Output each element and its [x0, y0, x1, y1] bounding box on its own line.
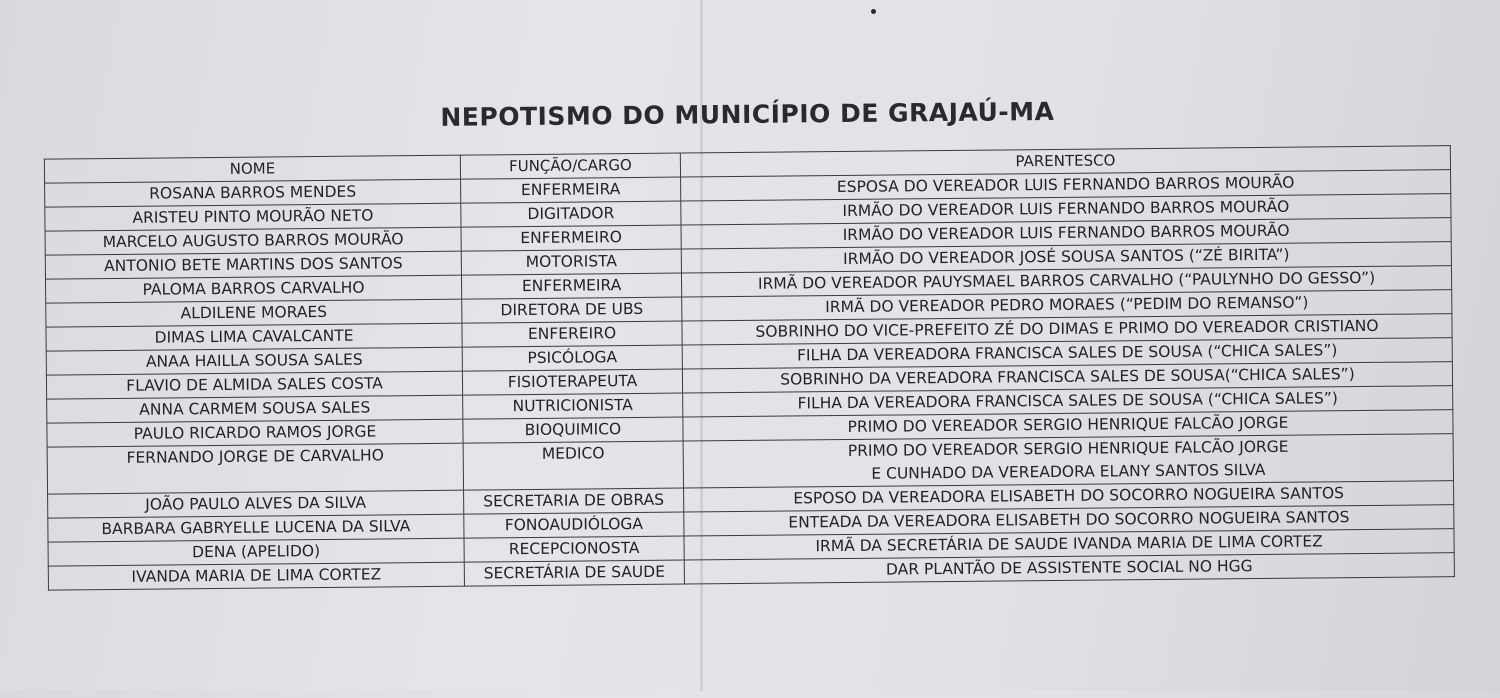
parentesco-line: DAR PLANTÃO DE ASSISTENTE SOCIAL NO HGG [885, 557, 1253, 579]
cell-nome: ROSANA BARROS MENDES [45, 179, 461, 207]
cell-nome: ANTONIO BETE MARTINS DOS SANTOS [45, 251, 461, 279]
cell-nome: FLAVIO DE ALMIDA SALES COSTA [46, 371, 462, 399]
cell-funcao-cargo: BIOQUIMICO [463, 417, 683, 443]
cell-funcao-cargo: ENFERMEIRO [461, 225, 681, 251]
parentesco-line: IRMÃ DO VEREADOR PEDRO MORAES (“PEDIM DO REMANSO”) [825, 293, 1309, 317]
header-funcao-cargo: FUNÇÃO/CARGO [460, 153, 680, 179]
parentesco-line: ESPOSA DO VEREADOR LUIS FERNANDO BARROS MOURÃO [836, 173, 1295, 197]
cell-parentesco [683, 434, 1453, 488]
parentesco-line: PRIMO DO VEREADOR SERGIO HENRIQUE FALCÃO JORGE [847, 437, 1289, 460]
cell-nome: ANNA CARMEM SOUSA SALES [47, 395, 463, 423]
cell-funcao-cargo: MOTORISTA [461, 249, 681, 275]
parentesco-line: ENTEADA DA VEREADORA ELISABETH DO SOCORRO NOGUEIRA SANTOS [788, 508, 1350, 532]
cell-nome: IVANDA MARIA DE LIMA CORTEZ [48, 562, 464, 590]
parentesco-line: IRMÃ DA SECRETÁRIA DE SAUDE IVANDA MARIA DE LIMA CORTEZ [815, 532, 1323, 556]
parentesco-line: IRMÃO DO VEREADOR LUIS FERNANDO BARROS MOURÃO [842, 221, 1290, 245]
header-parentesco: PARENTESCO [680, 146, 1450, 177]
parentesco-line: ESPOSO DA VEREADORA ELISABETH DO SOCORRO NOGUEIRA SANTOS [793, 484, 1345, 508]
cell-nome: PAULO RICARDO RAMOS JORGE [47, 419, 463, 447]
cell-funcao-cargo: SECRETÁRIA DE SAUDE [464, 560, 684, 586]
cell-funcao-cargo: ENFERMEIRA [461, 273, 681, 299]
cell-nome: ANAA HAILLA SOUSA SALES [46, 347, 462, 375]
cell-funcao-cargo: DIRETORA DE UBS [462, 297, 682, 323]
cell-funcao-cargo: ENFEREIRO [462, 321, 682, 347]
cell-nome: ALDILENE MORAES [46, 299, 462, 327]
parentesco-line: SOBRINHO DO VICE-PREFEITO ZÉ DO DIMAS E PRIMO DO VEREADOR CRISTIANO [755, 316, 1379, 341]
cell-funcao-cargo: DIGITADOR [461, 201, 681, 227]
cell-nome: ARISTEU PINTO MOURÃO NETO [45, 203, 461, 231]
cell-funcao-cargo: RECEPCIONOSTA [464, 536, 684, 562]
cell-funcao-cargo: NUTRICIONISTA [463, 393, 683, 419]
cell-nome: MARCELO AUGUSTO BARROS MOURÃO [45, 227, 461, 255]
cell-nome: DENA (APELIDO) [48, 538, 464, 566]
parentesco-line: IRMÃ DO VEREADOR PAUYSMAEL BARROS CARVALHO (“PAULYNHO DO GESSO”) [757, 268, 1376, 293]
cell-nome: PALOMA BARROS CARVALHO [46, 275, 462, 303]
parentesco-line: E CUNHADO DA VEREADORA ELANY SANTOS SILVA [871, 460, 1266, 483]
parentesco-line: FILHA DA VEREADORA FRANCISCA SALES DE SOUSA (“CHICA SALES”) [797, 341, 1338, 365]
cell-nome: JOÃO PAULO ALVES DA SILVA [48, 490, 464, 518]
parentesco-line: IRMÃO DO VEREADOR LUIS FERNANDO BARROS MOURÃO [842, 197, 1290, 221]
cell-nome: DIMAS LIMA CAVALCANTE [46, 323, 462, 351]
document-title: NEPOTISMO DO MUNICÍPIO DE GRAJAÚ-MA [440, 96, 1055, 132]
cell-funcao-cargo: ENFERMEIRA [461, 177, 681, 203]
header-nome: NOME [44, 155, 460, 183]
cell-nome: BARBARA GABRYELLE LUCENA DA SILVA [48, 514, 464, 542]
parentesco-line: PRIMO DO VEREADOR SERGIO HENRIQUE FALCÃO JORGE [847, 413, 1289, 436]
cell-funcao-cargo: MEDICO [463, 441, 683, 490]
cell-nome: FERNANDO JORGE DE CARVALHO [47, 443, 463, 494]
nepotism-table [44, 145, 1455, 590]
parentesco-line: IRMÃO DO VEREADOR JOSÉ SOUSA SANTOS (“ZÉ BIRITA”) [843, 245, 1290, 269]
cell-funcao-cargo: SECRETARIA DE OBRAS [464, 488, 684, 514]
parentesco-line: FILHA DA VEREADORA FRANCISCA SALES DE SOUSA (“CHICA SALES”) [797, 389, 1338, 413]
parentesco-line: SOBRINHO DA VEREADORA FRANCISCA SALES DE SOUSA(“CHICA SALES”) [780, 365, 1355, 389]
cell-funcao-cargo: PSICÓLOGA [462, 345, 682, 371]
cell-funcao-cargo: FISIOTERAPEUTA [462, 369, 682, 395]
table-body [45, 170, 1455, 590]
cell-funcao-cargo: FONOAUDIÓLOGA [464, 512, 684, 538]
